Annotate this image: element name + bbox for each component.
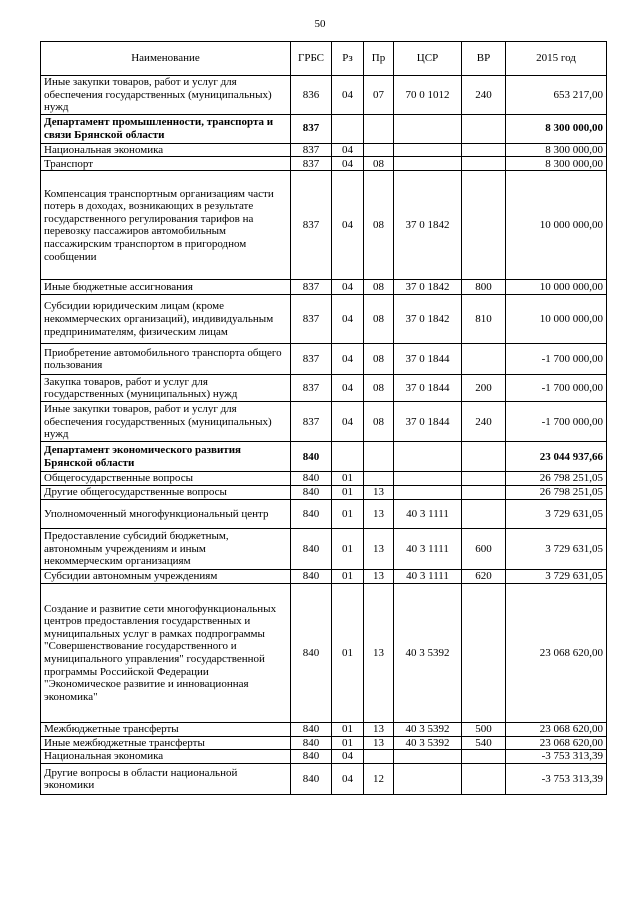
cell-csr: [394, 764, 462, 795]
cell-rz: 04: [332, 750, 364, 764]
cell-vr: [462, 114, 506, 143]
cell-vr: [462, 764, 506, 795]
cell-rz: [332, 442, 364, 472]
cell-csr: [394, 472, 462, 486]
cell-csr: 37 0 1842: [394, 280, 462, 295]
table-row: [41, 375, 607, 402]
cell-name: Национальная экономика: [41, 143, 291, 157]
cell-name: Иные закупки товаров, работ и услуг для обеспечения государственных (муниципальных) нужд: [41, 402, 291, 442]
cell-rz: 01: [332, 485, 364, 499]
table-row: [41, 485, 607, 499]
cell-vr: 200: [462, 375, 506, 402]
cell-pr: 13: [364, 499, 394, 528]
header-grbs: ГРБС: [291, 42, 332, 76]
cell-pr: 13: [364, 485, 394, 499]
table-row: [41, 402, 607, 442]
cell-rz: 01: [332, 722, 364, 736]
cell-vr: 240: [462, 76, 506, 115]
cell-csr: [394, 157, 462, 171]
cell-amount: 23 044 937,66: [506, 442, 607, 472]
cell-pr: 13: [364, 722, 394, 736]
cell-rz: 01: [332, 736, 364, 750]
header-csr: ЦСР: [394, 42, 462, 76]
cell-pr: 08: [364, 295, 394, 344]
table-row: [41, 499, 607, 528]
cell-amount: -3 753 313,39: [506, 750, 607, 764]
cell-name: Иные межбюджетные трансферты: [41, 736, 291, 750]
cell-grbs: 837: [291, 171, 332, 280]
cell-rz: 04: [332, 280, 364, 295]
cell-vr: 600: [462, 528, 506, 569]
cell-csr: [394, 114, 462, 143]
cell-rz: 04: [332, 157, 364, 171]
cell-vr: 810: [462, 295, 506, 344]
cell-amount: 8 300 000,00: [506, 157, 607, 171]
header-rz: Рз: [332, 42, 364, 76]
cell-grbs: 837: [291, 295, 332, 344]
cell-grbs: 840: [291, 722, 332, 736]
table-row: [41, 280, 607, 295]
cell-rz: 04: [332, 764, 364, 795]
cell-amount: 8 300 000,00: [506, 143, 607, 157]
cell-grbs: 840: [291, 472, 332, 486]
table-row: [41, 157, 607, 171]
table-row: [41, 750, 607, 764]
cell-rz: 01: [332, 528, 364, 569]
cell-grbs: 837: [291, 280, 332, 295]
cell-rz: 04: [332, 76, 364, 115]
cell-vr: 620: [462, 569, 506, 583]
cell-rz: 04: [332, 344, 364, 375]
cell-pr: 08: [364, 280, 394, 295]
cell-grbs: 840: [291, 736, 332, 750]
table-row: [41, 764, 607, 795]
cell-pr: [364, 472, 394, 486]
cell-csr: 40 3 5392: [394, 583, 462, 722]
cell-vr: 540: [462, 736, 506, 750]
cell-csr: 70 0 1012: [394, 76, 462, 115]
cell-name: Создание и развитие сети многофункциональных центров предоставления государственных и муниципальных услуг в рамках подпрограммы "Совершенствование государственного и муниципального управления" государственной программы Российской Федерации "Экономическое развитие и инновационная экономика": [41, 583, 291, 722]
table-row: [41, 722, 607, 736]
table-row: [41, 736, 607, 750]
cell-name: Приобретение автомобильного транспорта общего пользования: [41, 344, 291, 375]
table-row: [41, 76, 607, 115]
cell-pr: [364, 750, 394, 764]
cell-pr: [364, 442, 394, 472]
cell-pr: [364, 114, 394, 143]
cell-vr: [462, 157, 506, 171]
cell-pr: 13: [364, 569, 394, 583]
table-row: [41, 569, 607, 583]
table-row: [41, 442, 607, 472]
header-year: 2015 год: [506, 42, 607, 76]
cell-grbs: 837: [291, 344, 332, 375]
cell-rz: 01: [332, 499, 364, 528]
cell-grbs: 836: [291, 76, 332, 115]
cell-amount: 8 300 000,00: [506, 114, 607, 143]
cell-name: Субсидии автономным учреждениям: [41, 569, 291, 583]
cell-csr: 37 0 1844: [394, 402, 462, 442]
cell-vr: [462, 442, 506, 472]
cell-grbs: 840: [291, 499, 332, 528]
cell-amount: -3 753 313,39: [506, 764, 607, 795]
cell-csr: 40 3 5392: [394, 722, 462, 736]
table-row: [41, 114, 607, 143]
cell-pr: 07: [364, 76, 394, 115]
cell-amount: 23 068 620,00: [506, 583, 607, 722]
cell-csr: 40 3 5392: [394, 736, 462, 750]
cell-csr: [394, 442, 462, 472]
cell-pr: 13: [364, 583, 394, 722]
cell-rz: 04: [332, 171, 364, 280]
cell-rz: 01: [332, 583, 364, 722]
header-name: Наименование: [41, 42, 291, 76]
cell-grbs: 837: [291, 157, 332, 171]
cell-vr: [462, 750, 506, 764]
cell-vr: [462, 143, 506, 157]
cell-grbs: 837: [291, 375, 332, 402]
cell-name: Компенсация транспортным организациям части потерь в доходах, возникающих в результате государственного регулирования тарифов на перевозку пассажиров автомобильным пассажирским транспортом в пригородном сообщении: [41, 171, 291, 280]
cell-amount: 23 068 620,00: [506, 736, 607, 750]
cell-csr: 37 0 1842: [394, 171, 462, 280]
cell-rz: 04: [332, 143, 364, 157]
cell-pr: 08: [364, 402, 394, 442]
cell-name: Закупка товаров, работ и услуг для государственных (муниципальных) нужд: [41, 375, 291, 402]
cell-amount: -1 700 000,00: [506, 344, 607, 375]
cell-name: Национальная экономика: [41, 750, 291, 764]
cell-pr: [364, 143, 394, 157]
cell-name: Субсидии юридическим лицам (кроме некоммерческих организаций), индивидуальным предпринимателям, физическим лицам: [41, 295, 291, 344]
cell-csr: 37 0 1842: [394, 295, 462, 344]
cell-vr: [462, 583, 506, 722]
cell-pr: 08: [364, 344, 394, 375]
cell-rz: 04: [332, 402, 364, 442]
page-number: 50: [314, 18, 326, 30]
cell-pr: 08: [364, 375, 394, 402]
header-vr: ВР: [462, 42, 506, 76]
cell-vr: 240: [462, 402, 506, 442]
cell-name: Общегосударственные вопросы: [41, 472, 291, 486]
cell-grbs: 837: [291, 402, 332, 442]
table-row: [41, 344, 607, 375]
cell-amount: 26 798 251,05: [506, 472, 607, 486]
cell-csr: [394, 750, 462, 764]
table-row: [41, 528, 607, 569]
header-row: [41, 42, 607, 76]
cell-name: Иные бюджетные ассигнования: [41, 280, 291, 295]
cell-amount: 10 000 000,00: [506, 295, 607, 344]
cell-grbs: 840: [291, 528, 332, 569]
cell-csr: 40 3 1111: [394, 569, 462, 583]
cell-name: Департамент промышленности, транспорта и связи Брянской области: [41, 114, 291, 143]
cell-name: Другие вопросы в области национальной экономики: [41, 764, 291, 795]
cell-pr: 12: [364, 764, 394, 795]
cell-vr: [462, 472, 506, 486]
cell-amount: 10 000 000,00: [506, 280, 607, 295]
cell-name: Другие общегосударственные вопросы: [41, 485, 291, 499]
cell-pr: 13: [364, 528, 394, 569]
cell-grbs: 837: [291, 114, 332, 143]
cell-amount: -1 700 000,00: [506, 375, 607, 402]
cell-grbs: 837: [291, 143, 332, 157]
table-row: [41, 295, 607, 344]
table-row: [41, 143, 607, 157]
cell-vr: [462, 344, 506, 375]
cell-vr: [462, 499, 506, 528]
table-row: [41, 472, 607, 486]
cell-rz: 04: [332, 295, 364, 344]
cell-csr: [394, 143, 462, 157]
budget-table: [40, 41, 607, 795]
cell-csr: 37 0 1844: [394, 375, 462, 402]
cell-name: Транспорт: [41, 157, 291, 171]
cell-grbs: 840: [291, 442, 332, 472]
cell-pr: 13: [364, 736, 394, 750]
table-row: [41, 583, 607, 722]
cell-name: Департамент экономического развития Брянской области: [41, 442, 291, 472]
cell-amount: -1 700 000,00: [506, 402, 607, 442]
cell-csr: 37 0 1844: [394, 344, 462, 375]
cell-grbs: 840: [291, 569, 332, 583]
cell-rz: [332, 114, 364, 143]
cell-csr: [394, 485, 462, 499]
cell-amount: 23 068 620,00: [506, 722, 607, 736]
table-row: [41, 171, 607, 280]
cell-vr: 800: [462, 280, 506, 295]
cell-grbs: 840: [291, 485, 332, 499]
cell-amount: 653 217,00: [506, 76, 607, 115]
cell-vr: [462, 485, 506, 499]
cell-pr: 08: [364, 171, 394, 280]
cell-name: Уполномоченный многофункциональный центр: [41, 499, 291, 528]
cell-amount: 10 000 000,00: [506, 171, 607, 280]
cell-csr: 40 3 1111: [394, 528, 462, 569]
cell-rz: 01: [332, 472, 364, 486]
cell-grbs: 840: [291, 750, 332, 764]
cell-rz: 04: [332, 375, 364, 402]
cell-grbs: 840: [291, 764, 332, 795]
cell-vr: [462, 171, 506, 280]
cell-amount: 26 798 251,05: [506, 485, 607, 499]
cell-name: Межбюджетные трансферты: [41, 722, 291, 736]
cell-amount: 3 729 631,05: [506, 528, 607, 569]
cell-vr: 500: [462, 722, 506, 736]
cell-csr: 40 3 1111: [394, 499, 462, 528]
cell-rz: 01: [332, 569, 364, 583]
cell-name: Предоставление субсидий бюджетным, автономным учреждениям и иным некоммерческим организациям: [41, 528, 291, 569]
cell-amount: 3 729 631,05: [506, 499, 607, 528]
cell-pr: 08: [364, 157, 394, 171]
cell-grbs: 840: [291, 583, 332, 722]
cell-amount: 3 729 631,05: [506, 569, 607, 583]
cell-name: Иные закупки товаров, работ и услуг для обеспечения государственных (муниципальных) нужд: [41, 76, 291, 115]
header-pr: Пр: [364, 42, 394, 76]
